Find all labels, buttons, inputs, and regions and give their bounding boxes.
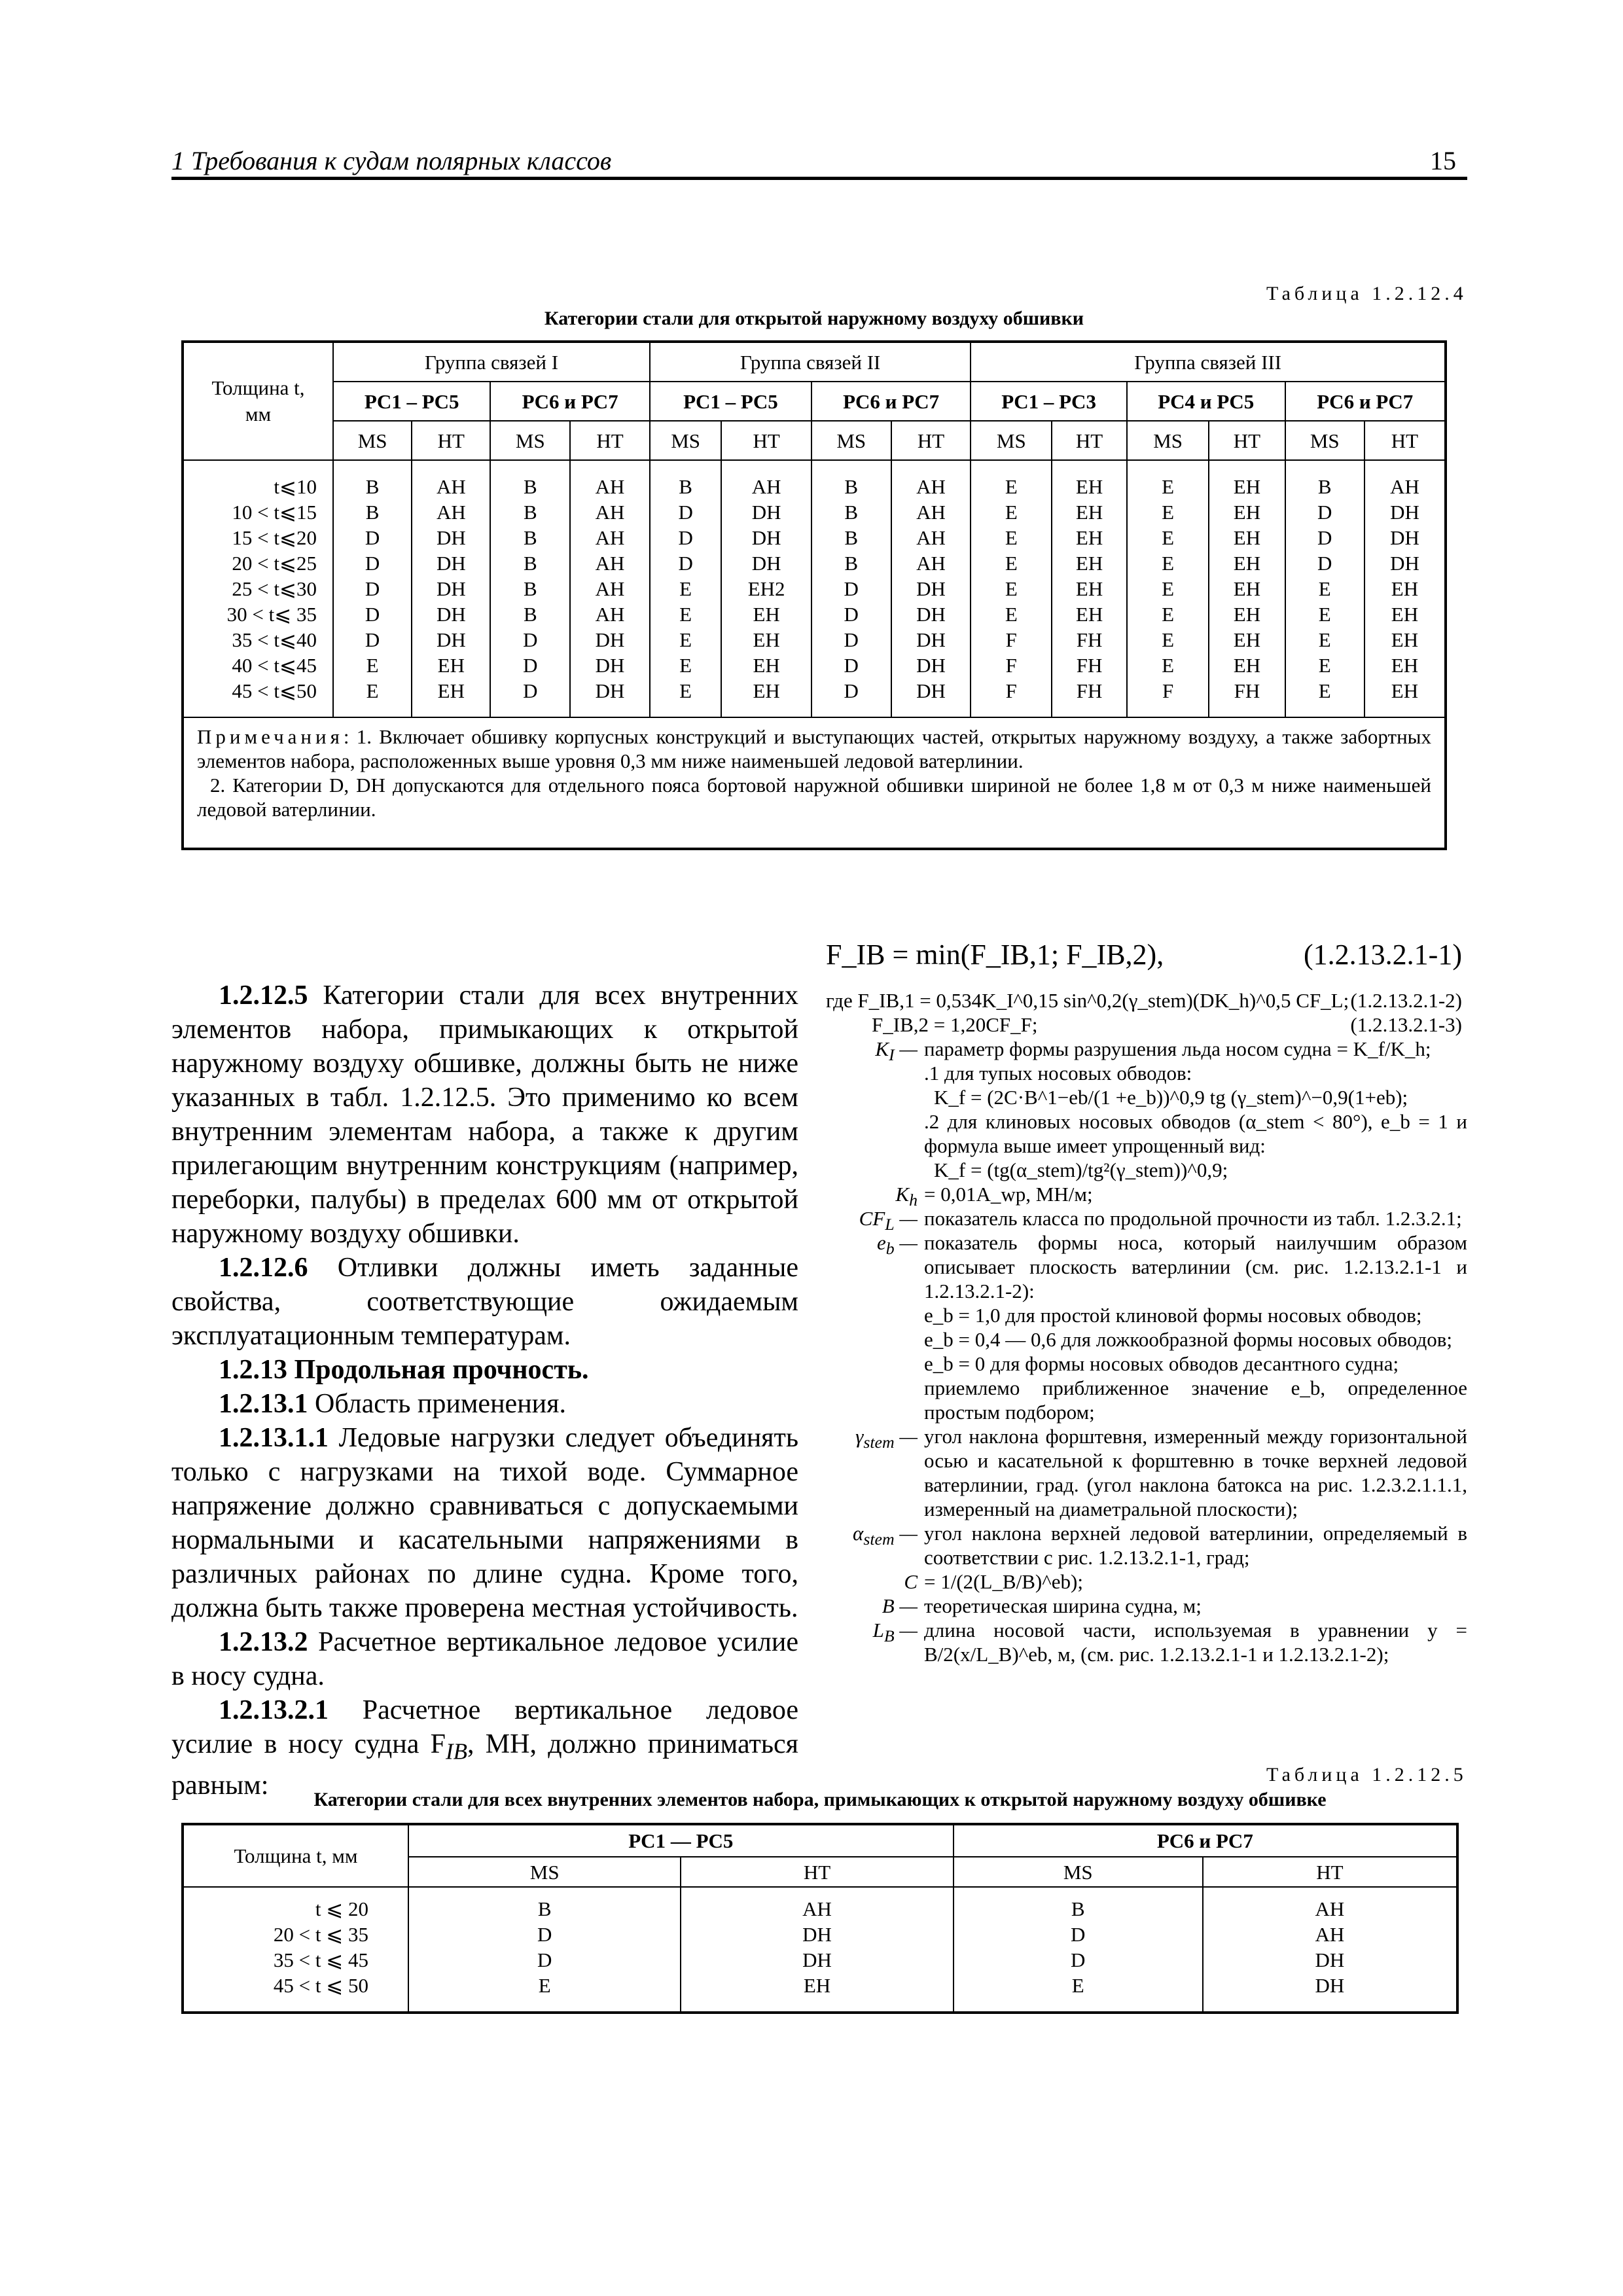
steel-grade-cell: D <box>650 525 721 550</box>
steel-grade-cell: E <box>1127 601 1209 627</box>
body-text-left <box>171 978 798 1803</box>
steel-grade-cell: DH <box>570 678 650 704</box>
steel-grade-cell: E <box>1127 499 1209 525</box>
definition: e_b = 0,4 — 0,6 для ложкообразной формы носовых обводов; <box>924 1328 1453 1351</box>
thickness-range: t ⩽ 20 <box>315 1897 368 1920</box>
formula: K_f = (2C·B^1−eb/(1 +e_b))^0,9 tg (γ_stem)^−0,9(1+eb); <box>934 1086 1408 1109</box>
steel-grade-cell: E <box>408 1973 681 1998</box>
paragraph-text: Расчетное вертикальное ледовое усилие в носу судна F <box>171 1695 798 1759</box>
steel-grade-cell: DH <box>570 627 650 653</box>
table1-notes <box>183 717 1446 849</box>
steel-grade-cell: B <box>490 550 570 576</box>
running-header-title: 1 Требования к судам полярных классов <box>171 146 612 175</box>
definition: приемлемо приближенное значение e_b, определенное простым подбором; <box>924 1376 1467 1424</box>
steel-grade-cell: DH <box>721 550 812 576</box>
ht-header: HT <box>891 421 971 460</box>
definition: e_b = 0 для формы носовых обводов десантного судна; <box>924 1352 1399 1375</box>
steel-grade-cell: EH <box>1364 678 1446 704</box>
section-number: 1.2.13.2 <box>219 1627 308 1657</box>
section-number: 1.2.13.2.1 <box>219 1695 329 1725</box>
steel-grade-cell: FH <box>1052 627 1127 653</box>
steel-grade-cell: F <box>971 653 1052 678</box>
steel-grade-cell: E <box>333 678 412 704</box>
steel-grade-cell: DH <box>681 1922 953 1947</box>
group-header: Группа связей II <box>650 342 971 382</box>
steel-grade-cell: E <box>650 653 721 678</box>
steel-grade-cell: D <box>812 627 891 653</box>
class-header: PC1 – PC5 <box>333 382 490 421</box>
steel-grade-cell: E <box>971 550 1052 576</box>
steel-grade-cell: D <box>333 550 412 576</box>
steel-grade-cell: D <box>490 653 570 678</box>
steel-grade-cell: EH <box>412 653 490 678</box>
steel-grade-cell: DH <box>412 525 490 550</box>
steel-grade-cell: E <box>1285 601 1364 627</box>
definition: показатель класса по продольной прочности из табл. 1.2.3.2.1; <box>924 1207 1462 1230</box>
group-header: Группа связей I <box>333 342 650 382</box>
table-row <box>183 678 1446 704</box>
steel-grade-cell: D <box>650 499 721 525</box>
paragraph-text: Категории стали для всех внутренних элементов набора, примыкающих к открытой наружному воздуху обшивке, должны быть не ниже указанных в табл. 1.2.12.5. Это применимо ко всем внутренним элементам набора, а также к другим прилегающим внутренним конструкциям (например, переборки, палубы) в пределах 600 мм от открытой наружному воздуху обшивки. <box>171 980 798 1249</box>
table-row <box>183 525 1446 550</box>
formula: F_IB = min(F_IB,1; F_IB,2), <box>826 939 1164 971</box>
table-row <box>183 576 1446 601</box>
thickness-header: Толщина t, мм <box>183 342 333 460</box>
steel-grade-cell: AH <box>570 474 650 499</box>
thickness-range: 35 < t⩽40 <box>232 628 317 651</box>
class-header: PC6 и PC7 <box>812 382 971 421</box>
steel-grade-cell: D <box>490 678 570 704</box>
table-row <box>183 601 1446 627</box>
steel-grade-cell: EH <box>1364 601 1446 627</box>
steel-grade-cell: EH <box>1209 601 1285 627</box>
steel-grade-cell: D <box>812 576 891 601</box>
steel-grade-cell: EH <box>1209 525 1285 550</box>
steel-grade-cell: EH <box>1209 550 1285 576</box>
steel-grade-cell: B <box>408 1896 681 1922</box>
definition: показатель формы носа, который наилучшим образом описывает плоскость ватерлинии (см. рис. 1.2.13.2.1-1 и 1.2.13.2.1-2): <box>924 1231 1467 1302</box>
steel-grade-cell: FH <box>1052 678 1127 704</box>
steel-grade-cell: E <box>1285 627 1364 653</box>
steel-grade-cell: B <box>1285 474 1364 499</box>
steel-grade-cell: EH <box>1052 550 1127 576</box>
ms-header: MS <box>650 421 721 460</box>
steel-grade-cell: AH <box>681 1896 953 1922</box>
definition: длина носовой части, используемая в уравнении y = B/2(x/L_B)^eb, м, (см. рис. 1.2.13.2.1-1 и 1.2.13.2.1-2); <box>924 1619 1467 1666</box>
note-1: : 1. Включает обшивку корпусных конструкций и выступающих частей, открытых наружному воздуху, а также забортных элементов набора, расположенных выше уровня 0,3 мм ниже наименьшей ледовой ватерлинии. <box>197 725 1431 772</box>
steel-grade-cell: AH <box>412 474 490 499</box>
steel-grade-cell: AH <box>570 550 650 576</box>
section-number: 1.2.12.5 <box>219 980 308 1011</box>
steel-grade-cell: E <box>954 1973 1203 1998</box>
steel-grade-cell: DH <box>1364 499 1446 525</box>
steel-grade-cell: D <box>408 1947 681 1973</box>
thickness-range: 25 < t⩽30 <box>232 577 317 600</box>
steel-grade-cell: E <box>1285 576 1364 601</box>
steel-grade-cell: DH <box>681 1947 953 1973</box>
steel-grade-cell: DH <box>891 601 971 627</box>
steel-grade-cell: DH <box>1203 1973 1457 1998</box>
steel-grade-cell: AH <box>570 499 650 525</box>
table-row <box>183 627 1446 653</box>
thickness-range: 40 < t⩽45 <box>232 654 317 677</box>
formula-number: (1.2.13.2.1-1) <box>1304 939 1462 971</box>
steel-grade-cell: E <box>333 653 412 678</box>
table2-caption: Категории стали для всех внутренних элементов набора, примыкающих к открытой наружному воздуху обшивке <box>313 1789 1327 1810</box>
steel-grade-cell: E <box>1127 627 1209 653</box>
steel-grade-cell: FH <box>1052 653 1127 678</box>
steel-grade-cell: EH <box>1364 627 1446 653</box>
steel-grade-cell: B <box>650 474 721 499</box>
thickness-range: 45 < t ⩽ 50 <box>273 1974 368 1997</box>
formula-number: (1.2.13.2.1-2) <box>1350 989 1462 1012</box>
formula-number: (1.2.13.2.1-3) <box>1350 1013 1462 1036</box>
steel-grade-cell: EH <box>1052 601 1127 627</box>
steel-grade-cell: E <box>1285 678 1364 704</box>
steel-grade-cell: B <box>812 525 891 550</box>
steel-grade-cell: B <box>490 474 570 499</box>
table-row <box>183 1922 1457 1947</box>
class-header: PC4 и PC5 <box>1127 382 1285 421</box>
thickness-range: 45 < t⩽50 <box>232 679 317 702</box>
thickness-header: Толщина t, мм <box>183 1824 408 1887</box>
steel-grade-cell: E <box>1127 474 1209 499</box>
steel-grade-cell: EH <box>1209 653 1285 678</box>
steel-grade-cell: EH <box>1052 576 1127 601</box>
steel-grade-cell: E <box>971 601 1052 627</box>
steel-grade-cell: D <box>812 678 891 704</box>
steel-grade-cell: F <box>971 627 1052 653</box>
steel-grade-cell: AH <box>412 499 490 525</box>
steel-grade-cell: E <box>1127 653 1209 678</box>
ht-header: HT <box>1364 421 1446 460</box>
steel-grade-cell: B <box>812 474 891 499</box>
ht-header: HT <box>721 421 812 460</box>
ht-header: HT <box>1203 1857 1457 1887</box>
thickness-range: t⩽10 <box>274 475 317 498</box>
steel-grade-cell: AH <box>570 525 650 550</box>
ht-header: HT <box>681 1857 953 1887</box>
steel-grade-cell: D <box>333 576 412 601</box>
steel-grade-cell: E <box>971 474 1052 499</box>
steel-grade-cell: EH <box>1364 576 1446 601</box>
steel-grade-cell: EH2 <box>721 576 812 601</box>
paragraph-text: Ледовые нагрузки следует объединять только с нагрузками на тихой воде. Суммарное напряжение должно сравниваться с допускаемыми нормальными и касательными напряжениями в различных районах по длине судна. Кроме того, должна быть также проверена местная устойчивость. <box>171 1423 798 1623</box>
section-heading: 1.2.13 Продольная прочность. <box>219 1355 589 1385</box>
steel-grade-cell: DH <box>412 550 490 576</box>
steel-grade-cell: E <box>1127 576 1209 601</box>
definition: параметр формы разрушения льда носом судна = K_f/K_h; <box>924 1037 1431 1060</box>
steel-grade-cell: EH <box>1209 576 1285 601</box>
steel-grade-cell: DH <box>1203 1947 1457 1973</box>
steel-grade-cell: B <box>490 499 570 525</box>
table-row <box>183 1896 1457 1922</box>
steel-grade-cell: DH <box>570 653 650 678</box>
thickness-range: 10 < t⩽15 <box>232 501 317 524</box>
steel-grade-cell: EH <box>1364 653 1446 678</box>
steel-grade-cell: D <box>333 601 412 627</box>
class-header: PC1 – PC3 <box>971 382 1127 421</box>
steel-grade-cell: EH <box>1052 474 1127 499</box>
steel-grade-table-exposed-plating <box>181 340 1447 850</box>
steel-grade-cell: B <box>812 550 891 576</box>
steel-grade-cell: AH <box>570 576 650 601</box>
steel-grade-cell: EH <box>721 627 812 653</box>
steel-grade-cell: B <box>490 576 570 601</box>
steel-grade-cell: AH <box>891 474 971 499</box>
steel-grade-cell: F <box>1127 678 1209 704</box>
ms-header: MS <box>1285 421 1364 460</box>
steel-grade-cell: E <box>650 601 721 627</box>
note-2: 2. Категории D, DH допускаются для отдельного пояса бортовой наружной обшивки шириной не более 1,8 м от 0,3 м ниже наименьшей ледовой ватерлинии. <box>197 774 1431 821</box>
steel-grade-cell: DH <box>1364 550 1446 576</box>
steel-grade-cell: DH <box>891 653 971 678</box>
steel-grade-cell: B <box>812 499 891 525</box>
table2-label: Таблица 1.2.12.5 <box>1266 1764 1467 1785</box>
steel-grade-cell: EH <box>721 653 812 678</box>
definition: e_b = 1,0 для простой клиновой формы носовых обводов; <box>924 1304 1422 1327</box>
formula: K_f = (tg(α_stem)/tg²(γ_stem))^0,9; <box>934 1158 1228 1181</box>
steel-grade-cell: D <box>408 1922 681 1947</box>
steel-grade-cell: D <box>1285 525 1364 550</box>
table-row <box>183 1947 1457 1973</box>
steel-grade-cell: AH <box>891 499 971 525</box>
steel-grade-cell: D <box>954 1947 1203 1973</box>
steel-grade-cell: EH <box>1052 525 1127 550</box>
group-header: Группа связей III <box>971 342 1446 382</box>
class-header: PC6 и PC7 <box>1285 382 1446 421</box>
steel-grade-cell: D <box>1285 550 1364 576</box>
table-row <box>183 653 1446 678</box>
ms-header: MS <box>333 421 412 460</box>
steel-grade-cell: B <box>333 474 412 499</box>
paragraph-text: , МН, должно приниматься равным: <box>171 1729 798 1801</box>
steel-grade-cell: DH <box>412 627 490 653</box>
steel-grade-cell: E <box>650 576 721 601</box>
steel-grade-cell: D <box>333 525 412 550</box>
table-row <box>183 499 1446 525</box>
ht-header: HT <box>1209 421 1285 460</box>
steel-grade-cell: B <box>490 601 570 627</box>
steel-grade-cell: D <box>333 627 412 653</box>
steel-grade-cell: F <box>971 678 1052 704</box>
paragraph-text: Расчетное вертикальное ледовое усилие в носу судна. <box>171 1627 798 1691</box>
steel-grade-cell: DH <box>412 601 490 627</box>
definition: угол наклона верхней ледовой ватерлинии, определяемый в соответствии с рис. 1.2.13.2.1-1, град; <box>924 1522 1467 1569</box>
steel-grade-cell: DH <box>721 525 812 550</box>
steel-grade-cell: AH <box>1203 1922 1457 1947</box>
ms-header: MS <box>490 421 570 460</box>
thickness-range: 30 < t⩽ 35 <box>226 603 317 626</box>
steel-grade-table-internal-members <box>181 1823 1459 2014</box>
main-formula <box>826 939 1467 982</box>
class-header: PC6 и PC7 <box>954 1824 1457 1857</box>
ms-header: MS <box>971 421 1052 460</box>
table1-label: Таблица 1.2.12.4 <box>1266 283 1467 304</box>
steel-grade-cell: FH <box>1209 678 1285 704</box>
paragraph-text: Отливки должны иметь заданные свойства, соответствующие ожидаемым эксплуатационным температурам. <box>171 1253 798 1351</box>
steel-grade-cell: DH <box>1364 525 1446 550</box>
paragraph-text: Область применения. <box>308 1389 566 1419</box>
steel-grade-cell: EH <box>681 1973 953 1998</box>
steel-grade-cell: D <box>1285 499 1364 525</box>
ms-header: MS <box>1127 421 1209 460</box>
thickness-range: 35 < t ⩽ 45 <box>273 1948 368 1971</box>
steel-grade-cell: EH <box>1209 627 1285 653</box>
steel-grade-cell: D <box>812 653 891 678</box>
steel-grade-cell: B <box>333 499 412 525</box>
steel-grade-cell: DH <box>891 627 971 653</box>
steel-grade-cell: DH <box>891 678 971 704</box>
class-header: PC1 — PC5 <box>408 1824 954 1857</box>
steel-grade-cell: AH <box>1364 474 1446 499</box>
steel-grade-cell: EH <box>721 678 812 704</box>
ms-header: MS <box>812 421 891 460</box>
thickness-range: 20 < t⩽25 <box>232 552 317 575</box>
steel-grade-cell: E <box>650 678 721 704</box>
definition: угол наклона форштевня, измеренный между горизонтальной осью и касательной к форштевню в точке верхней ледовой ватерлинии, град. (угол наклона батокса на рис. 1.2.3.2.1.1.1, измеренный на диаметральной плоскости); <box>924 1425 1467 1520</box>
ht-header: HT <box>1052 421 1127 460</box>
steel-grade-cell: B <box>490 525 570 550</box>
section-number: 1.2.12.6 <box>219 1253 308 1283</box>
notes-label: Примечания <box>197 725 344 748</box>
formula: F_IB,2 = 1,20CF_F; <box>872 1013 1038 1036</box>
steel-grade-cell: E <box>971 499 1052 525</box>
steel-grade-cell: AH <box>1203 1896 1457 1922</box>
section-number: 1.2.13.1 <box>219 1389 308 1419</box>
steel-grade-cell: DH <box>891 576 971 601</box>
steel-grade-cell: EH <box>721 601 812 627</box>
definition: .1 для тупых носовых обводов: <box>924 1062 1192 1085</box>
class-header: PC1 – PC5 <box>650 382 812 421</box>
definition: = 0,01A_wp, МН/м; <box>924 1183 1093 1206</box>
steel-grade-cell: EH <box>412 678 490 704</box>
steel-grade-cell: DH <box>412 576 490 601</box>
table1-caption: Категории стали для открытой наружному воздуху обшивки <box>544 308 1084 329</box>
ms-header: MS <box>408 1857 681 1887</box>
class-header: PC6 и PC7 <box>490 382 649 421</box>
steel-grade-cell: EH <box>1052 499 1127 525</box>
steel-grade-cell: E <box>971 525 1052 550</box>
table-row <box>183 474 1446 499</box>
subscript: IB <box>445 1738 468 1765</box>
definition: = 1/(2(L_B/B)^eb); <box>924 1570 1083 1593</box>
header-rule <box>171 177 1467 180</box>
thickness-range: 15 < t⩽20 <box>232 526 317 549</box>
ht-header: HT <box>412 421 490 460</box>
table-row <box>183 550 1446 576</box>
steel-grade-cell: E <box>1127 550 1209 576</box>
steel-grade-cell: E <box>1285 653 1364 678</box>
steel-grade-cell: EH <box>1209 499 1285 525</box>
formula: где F_IB,1 = 0,534K_I^0,15 sin^0,2(γ_stem)(DK_h)^0,5 CF_L; <box>826 989 1349 1012</box>
steel-grade-cell: AH <box>570 601 650 627</box>
steel-grade-cell: B <box>954 1896 1203 1922</box>
section-number: 1.2.13.1.1 <box>219 1423 329 1453</box>
thickness-range: 20 < t ⩽ 35 <box>273 1923 368 1946</box>
definition: .2 для клиновых носовых обводов (α_stem < 80°), e_b = 1 и формула выше имеет упрощенный вид: <box>924 1110 1467 1157</box>
definition: теоретическая ширина судна, м; <box>924 1594 1202 1617</box>
formula-column: F_IB = min(F_IB,1; F_IB,2), (1.2.13.2.1-1) где F_IB,1 = 0,534K_I^0,15 sin^0,2(γ_stem)(DK_h)^0,5 CF_L; (1.2.13.2.1-2) F_IB,2 = 1,20CF_F; (1.2.13.2.1-3) $K_I$ — параметр формы разрушения льда носом судна = K_f/K_h; .1 для тупых носовых обводов: K_f = (2C·B^1−eb/(1 +e_b))^0,9 tg (γ_stem)^−0,9(1+eb); .2 для клиновых носовых обводов (α_stem < 80°), e_b = 1 и формула выше имеет упрощенный вид: K_f = (tg(α_stem)/tg²(γ_stem))^0,9; $K_h$ = 0,01A_wp, МН/м; $CF_L$ — показатель класса по продольной прочности из табл. 1.2.3.2.1; $e_b$ — показатель формы носа, который наилучшим образом описывает плоскость ватерлинии (см. рис. 1.2.13.2.1-1 и 1.2.13.2.1-2): e_b = 1,0 для простой клиновой формы носовых обводов; e_b = 0,4 — 0,6 для ложкообразной формы носовых обводов; e_b = 0 для формы носовых обводов десантного судна; приемлемо приближенное значение e_b, определенное простым подбором; $\gamma_{stem}$ — угол наклона форштевня, измеренный между горизонтальной осью и касательной к форштевню в точке верхней ледовой ватерлинии, град. (угол наклона батокса на рис. 1.2.3.2.1.1.1, измеренный на диаметральной плоскости); $\alpha_{stem}$ — угол наклона верхней ледовой ватерлинии, определяемый в соответствии с рис. 1.2.13.2.1-1, град; C = 1/(2(L_B/B)^eb); B — теоретическая ширина судна, м; $L_B$ — длина носовой части, используемая в уравнении y = B/2(x/L_B)^eb, м, (см. рис. 1.2.13.2.1-1 и 1.2.13.2.1-2); <box>826 939 1467 1666</box>
steel-grade-cell: D <box>490 627 570 653</box>
steel-grade-cell: D <box>650 550 721 576</box>
steel-grade-cell: DH <box>721 499 812 525</box>
steel-grade-cell: AH <box>721 474 812 499</box>
steel-grade-cell: D <box>954 1922 1203 1947</box>
steel-grade-cell: EH <box>1209 474 1285 499</box>
page-number: 15 <box>1430 146 1456 175</box>
steel-grade-cell: E <box>971 576 1052 601</box>
ht-header: HT <box>570 421 650 460</box>
steel-grade-cell: AH <box>891 550 971 576</box>
steel-grade-cell: AH <box>891 525 971 550</box>
ms-header: MS <box>954 1857 1203 1887</box>
steel-grade-cell: E <box>1127 525 1209 550</box>
table-row <box>183 1973 1457 1998</box>
steel-grade-cell: E <box>650 627 721 653</box>
steel-grade-cell: D <box>812 601 891 627</box>
